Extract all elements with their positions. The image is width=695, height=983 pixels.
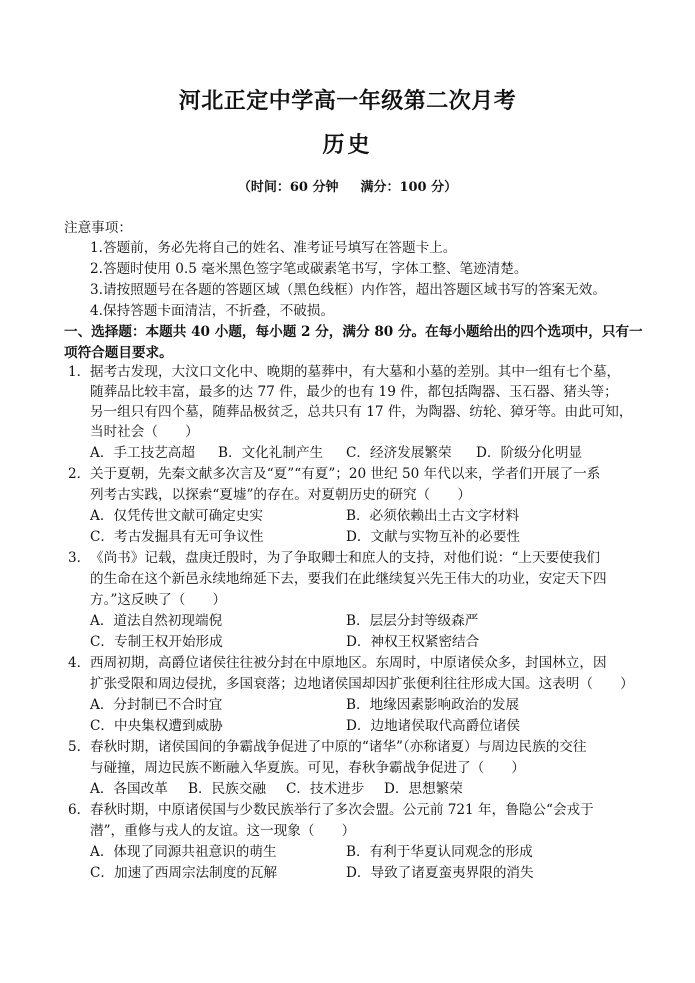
question-text: 随葬品比较丰富，最多的达 77 件，最少的也有 19 件，都包括陶器、玉石器、猪头等； [90,384,618,400]
question-text: 据考古发现，大汶口文化中、晚期的墓葬中，有大墓和小墓的差别。其中一组有七个墓， [90,364,621,380]
question-number: 1． [68,364,91,380]
option-c: C．考古发掘具有无可争议性 [90,529,264,545]
option-c: C．技术进步 [286,781,365,797]
question-text: 方。”这反映了（ ） [90,592,227,608]
notes-heading: 注意事项： [64,220,132,236]
time-label: （时间：60 分钟 [237,180,339,195]
option-d: D．文献与实物互补的必要性 [346,529,521,545]
option-a: A．分封制已不合时宜 [90,697,223,713]
option-d: D．神权王权紧密结合 [346,634,480,650]
option-d: D．边地诸侯取代高爵位诸侯 [346,718,521,734]
option-a: A．体现了同源共祖意识的萌生 [90,844,277,860]
question-text: 春秋时期，诸侯国间的争霸战争促进了中原的“诸华”（亦称诸夏）与周边民族的交往 [90,739,587,755]
question-text: 另一组只有四个墓，随葬品极贫乏，总共只有 17 件，为陶器、纺轮、獐牙等。由此可知， [90,404,633,420]
question-text: 列考古实践，以探索“夏墟”的存在。对夏朝历史的研究（ ） [90,487,471,503]
note-item: 1.答题前，务必先将自己的姓名、准考证号填写在答题卡上。 [90,240,457,256]
question-text: 与碰撞，周边民族不断融入华夏族。可见，春秋争霸战争促进了（ ） [90,760,525,776]
option-d: D．阶级分化明显 [476,445,583,461]
exam-title: 河北正定中学高一年级第二次月考 [178,88,517,114]
option-c: C．加速了西周宗法制度的瓦解 [90,865,278,881]
note-item: 3.请按照题号在各题的答题区域（黑色线框）内作答，超出答题区域书写的答案无效。 [90,282,606,298]
option-a: A．仅凭传世文献可确定史实 [90,508,263,524]
option-c: C．中央集权遭到威胁 [90,718,223,734]
option-b: B．层层分封等级森严 [346,613,479,629]
section-heading: 一、选择题：本题共 40 小题，每小题 2 分，满分 80 分。在每小题给出的四个选项中，只有一 [64,324,643,340]
section-heading-cont: 项符合题目要求。 [64,345,173,361]
option-b: B．民族交融 [188,781,266,797]
question-number: 5． [68,739,91,755]
question-text: 的生命在这个新邑永续地绵延下去，要我们在此继续复兴先王伟大的功业，安定天下四 [90,571,607,587]
note-item: 2.答题时使用 0.5 毫米黑色签字笔或碳素笔书写，字体工整、笔迹清楚。 [90,261,528,277]
question-number: 2． [68,466,91,482]
question-number: 3． [68,550,91,566]
question-text: 潜”，重修与戎人的友谊。这一现象（ ） [90,823,356,839]
question-text: 西周初期，高爵位诸侯往往被分封在中原地区。东周时，中原诸侯众多，封国林立，因 [90,655,607,671]
question-text: 当时社会（ ） [90,424,199,440]
question-text: 春秋时期，中原诸侯国与少数民族举行了多次会盟。公元前 721 年，鲁隐公“会戎于 [90,802,594,818]
question-text: 扩张受限和周边侵扰，多国衰落；边地诸侯国却因扩张便利往往形成大国。这表明（ ） [90,676,634,692]
option-b: B．文化礼制产生 [218,445,324,461]
option-a: A．手工技艺高超 [90,445,195,461]
question-text: 关于夏朝，先秦文献多次言及“夏”“有夏”；20 世纪 50 年代以来，学者们开展了一系 [90,466,601,482]
question-number: 4． [68,655,91,671]
exam-info [0,176,695,195]
option-d: D．思想繁荣 [384,781,463,797]
question-text: 《尚书》记载，盘庚迁殷时，为了争取卿士和庶人的支持，对他们说：“上天要使我们 [90,550,600,566]
note-item: 4.保持答题卡面清洁，不折叠，不破损。 [90,303,335,319]
option-c: C．经济发展繁荣 [346,445,452,461]
option-c: C．专制王权开始形成 [90,634,223,650]
option-b: B．有利于华夏认同观念的形成 [346,844,533,860]
option-b: B．必须依赖出土古文字材料 [346,508,520,524]
option-b: B．地缘因素影响政治的发展 [346,697,520,713]
question-number: 6． [68,802,91,818]
option-d: D．导致了诸夏蛮夷界限的消失 [346,865,534,881]
option-a: A．各国改革 [90,781,168,797]
score-label: 满分：100 分） [360,180,458,195]
option-a: A．道法自然初现端倪 [90,613,223,629]
subject-title: 历史 [322,132,373,158]
